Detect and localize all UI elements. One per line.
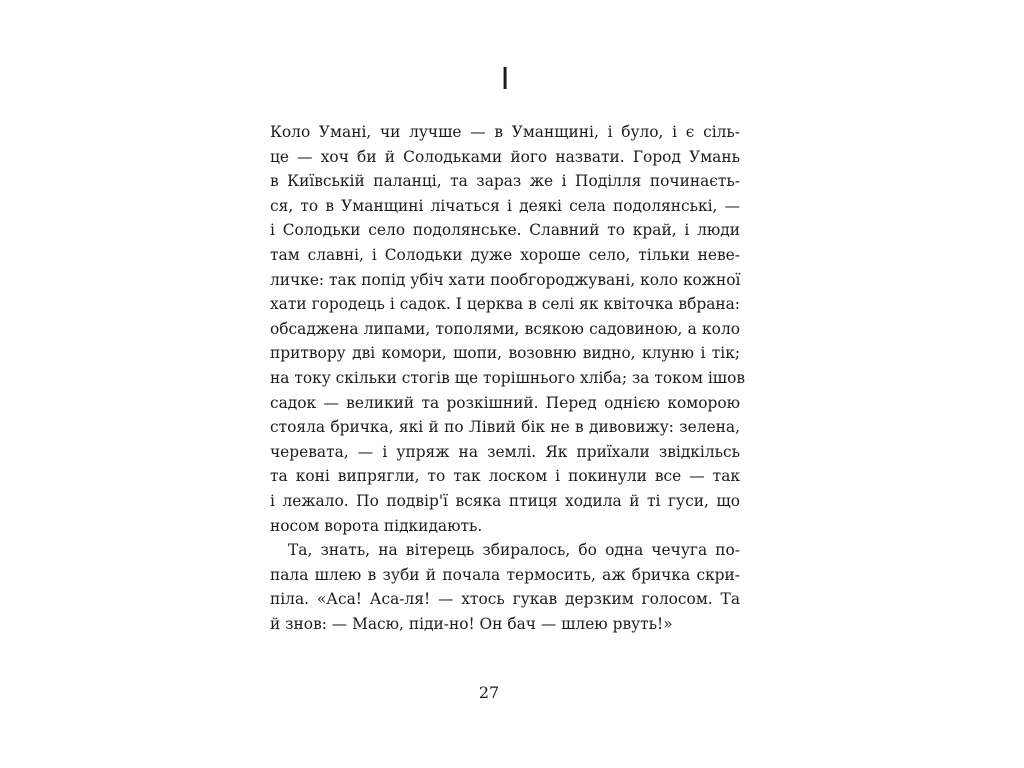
text-line: Та, знать, на вітерець збиралось, бо одна чечуга по- [288,541,740,560]
text-line: та коні випрягли, то так лоском і покинули все — так [270,467,740,486]
paragraph [270,120,746,538]
text-line: і лежало. По подвір'ї всяка птиця ходила й ті гуси, що [270,491,740,510]
text-line: пала шлею в зуби й почала термосить, аж бричка скри- [270,565,740,584]
text-line: піла. «Аса! Аса-ля! — хтось гукав дерзким голосом. Та [270,590,740,609]
paragraph [270,538,740,636]
text-line: це — хоч би й Солодьками його назвати. Город Умань [270,147,740,166]
text-line: й знов: — Масю, піди-но! Он бач — шлею рвуть!» [270,614,673,633]
text-line: хати городець і садок. І церква в селі як квіточка вбрана: [270,295,740,314]
text-line: і Солодьки село подолянське. Славний то край, і люди [270,221,740,240]
text-line: там славні, і Солодьки дуже хороше село, тільки неве- [270,245,740,264]
text-line: в Київській паланці, та зараз же і Поділля починаєть- [270,172,740,191]
text-line: ся, то в Уманщині лічаться і деякі села подолянські, — [270,196,740,215]
text-line: на току скільки стогів ще торішнього хліба; за током ішов [270,368,746,387]
chapter-heading: I [500,62,510,97]
text-line: личке: так попід убіч хати пообгороджувані, коло кожної [270,270,741,289]
paragraphs [270,120,746,636]
page-number: 27 [478,683,500,702]
text-line: черевата, — і упряж на землі. Як приїхали звідкільсь [270,442,740,461]
text-line: обсаджена липами, тополями, всякою садовиною, а коло [270,319,740,338]
body-text [270,120,746,636]
text-line: Коло Умані, чи лучше — в Уманщині, і було, і є сіль- [270,123,740,141]
text-line: садок — великий та розкішний. Перед однією коморою [270,393,740,412]
text-line: носом ворота підкидають. [270,516,483,535]
text-line: стояла бричка, які й по Лівий бік не в дивовижу: зелена, [270,418,740,437]
text-line: притвору дві комори, шопи, возовню видно, клуню і тік; [270,344,740,363]
